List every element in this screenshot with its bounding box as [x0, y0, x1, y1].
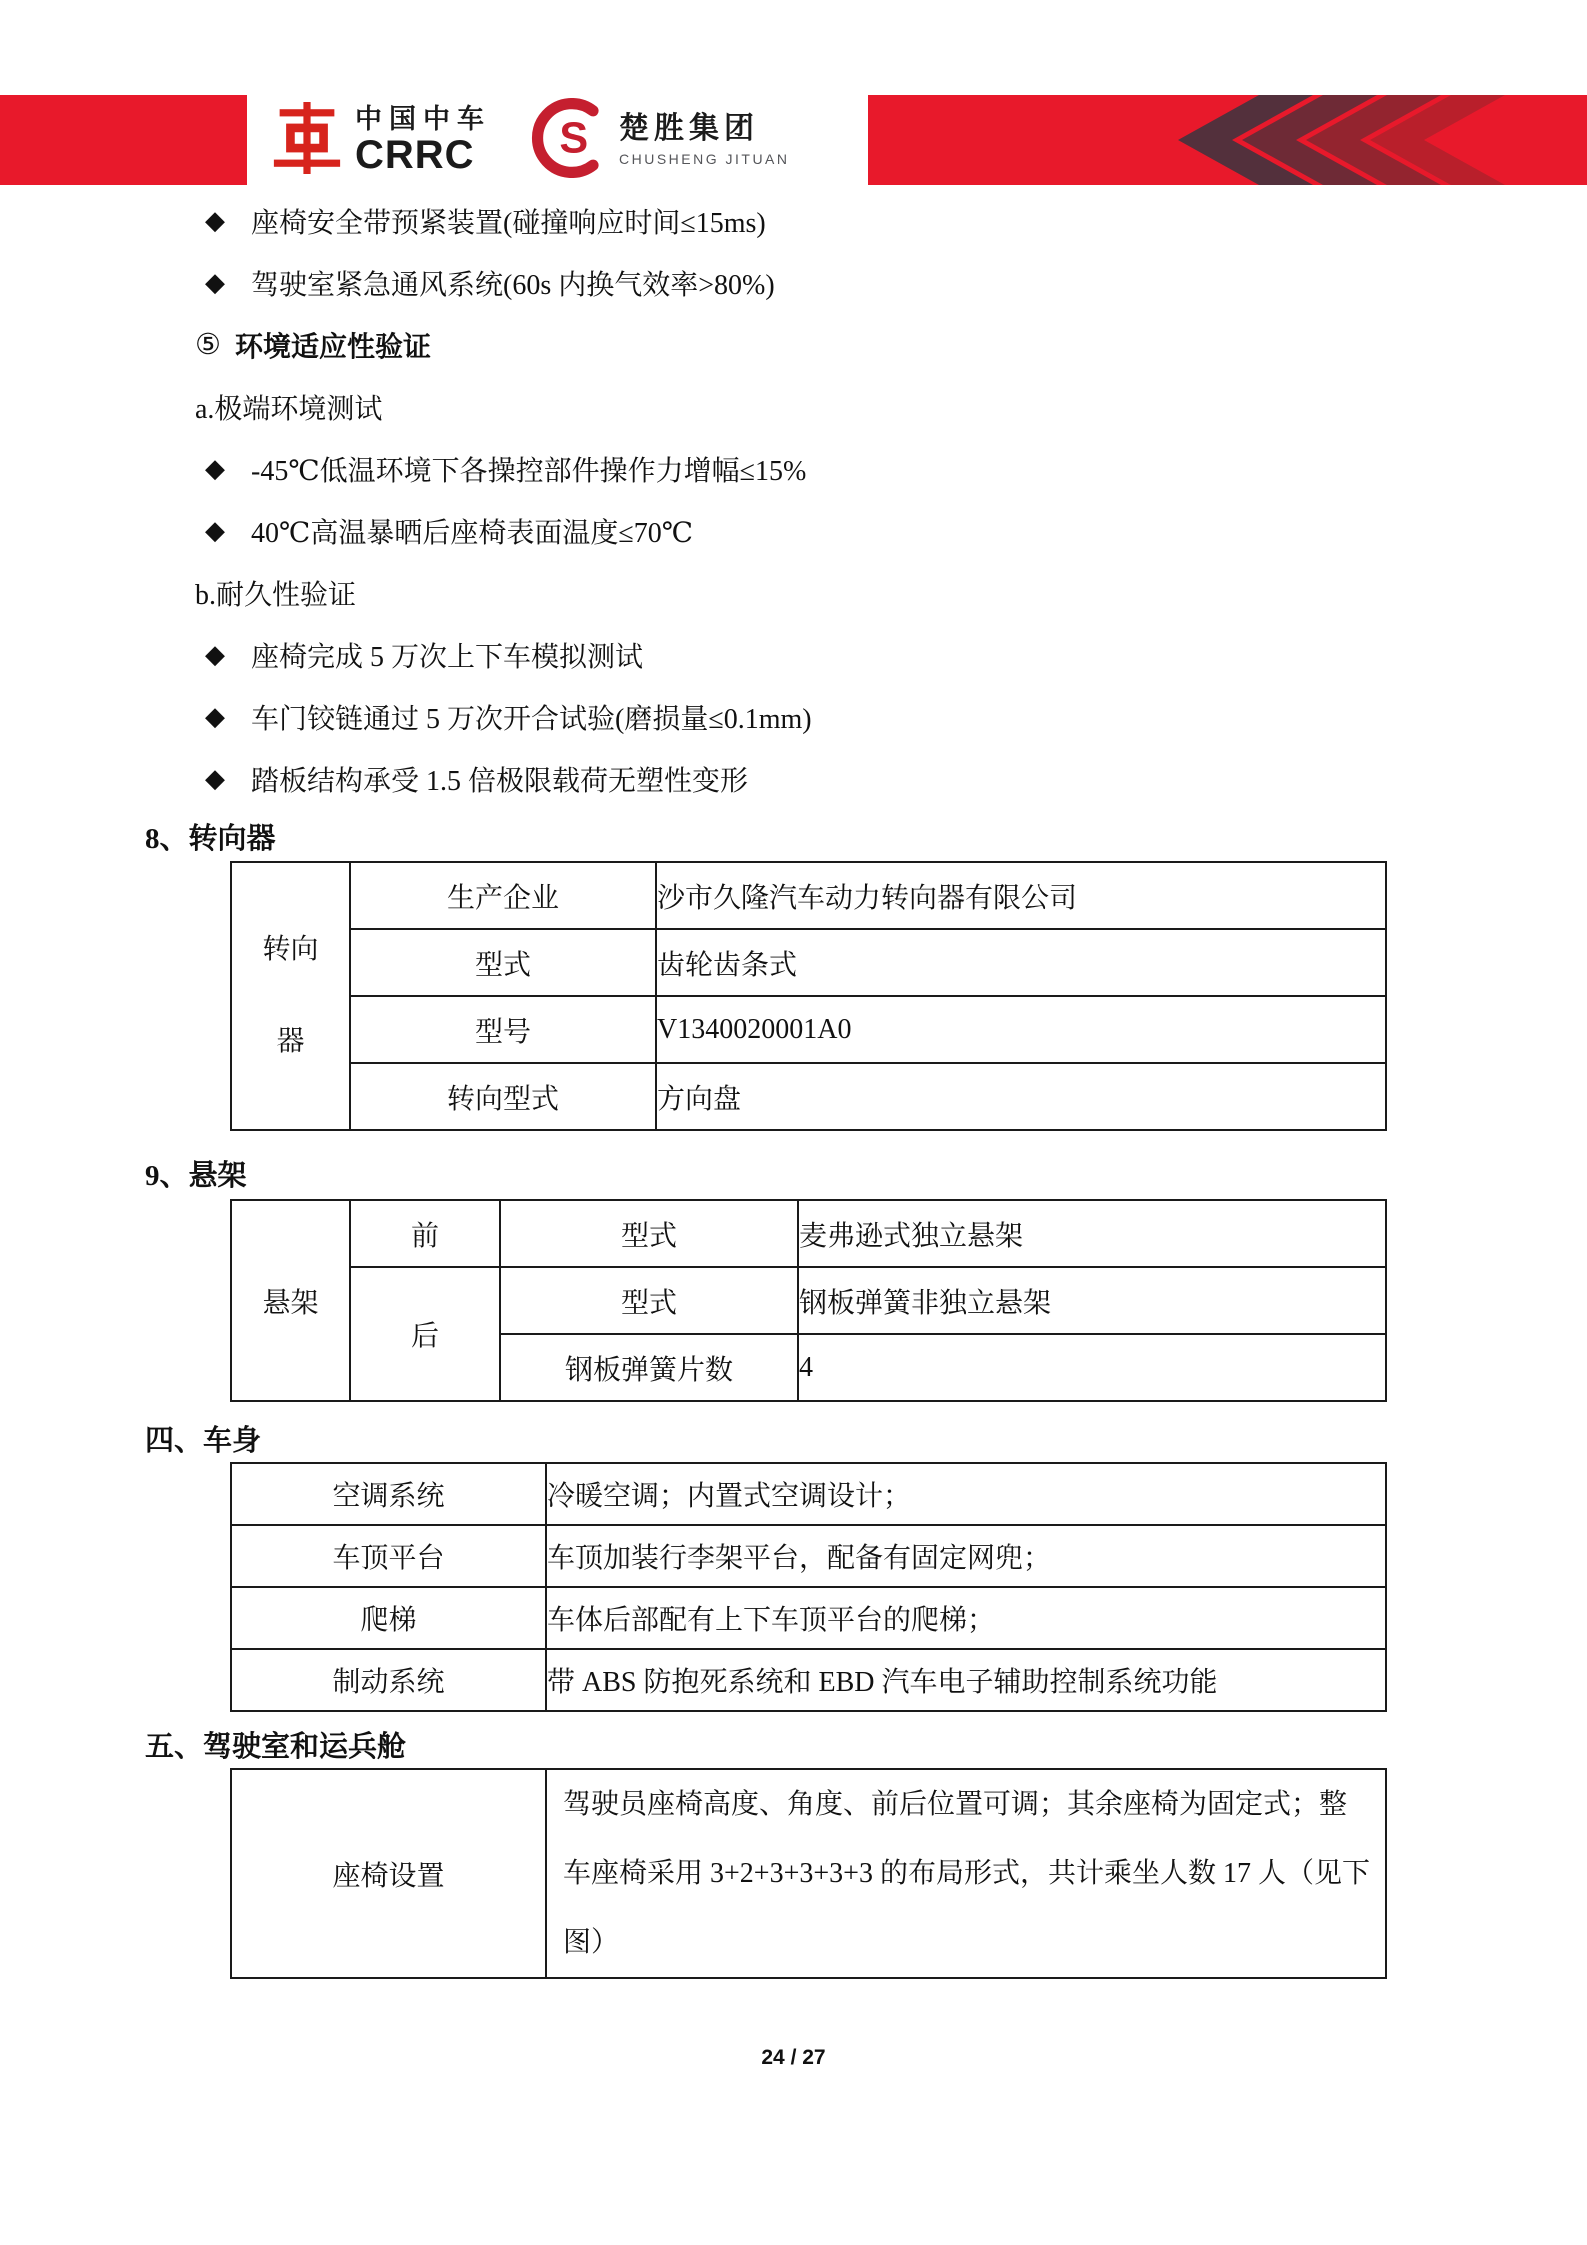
table-row [231, 862, 1386, 929]
value-cell: 冷暖空调；内置式空调设计； [546, 1463, 1386, 1525]
value-cell: 齿轮齿条式 [656, 929, 1386, 996]
list-item [0, 190, 1587, 252]
diamond-bullet-icon: ◆ [205, 516, 225, 545]
list-item [0, 500, 1587, 562]
value-cell: 驾驶员座椅高度、角度、前后位置可调；其余座椅为固定式；整车座椅采用 3+2+3+3+3+3 的布局形式，共计乘坐人数 17 人（见下图） [546, 1769, 1386, 1978]
table-row [231, 996, 1386, 1063]
label-cell: 爬梯 [231, 1587, 546, 1649]
label-cell: 车顶平台 [231, 1525, 546, 1587]
list-item-text: 40℃高温暴晒后座椅表面温度≤70℃ [251, 518, 694, 549]
list-item-text: 座椅完成 5 万次上下车模拟测试 [251, 642, 644, 673]
value-cell: 车顶加装行李架平台，配备有固定网兜； [546, 1525, 1386, 1587]
table-row [231, 929, 1386, 996]
chusheng-logo-group [529, 98, 790, 183]
crrc-logo-text [355, 103, 491, 177]
group-cell: 悬架 [231, 1200, 350, 1401]
section-heading-cabin: 五、驾驶室和运兵舱 [145, 1730, 407, 1763]
list-item-text: 驾驶室紧急通风系统(60s 内换气效率>80%) [251, 270, 775, 301]
crrc-logo-icon [271, 102, 343, 179]
label-cell: 型号 [350, 996, 656, 1063]
diamond-bullet-icon: ◆ [205, 702, 225, 731]
list-item-text: 踏板结构承受 1.5 倍极限载荷无塑性变形 [251, 766, 749, 797]
list-item-text: 座椅安全带预紧装置(碰撞响应时间≤15ms) [251, 208, 766, 239]
list-item-text: a.极端环境测试 [195, 394, 383, 425]
label-cell: 制动系统 [231, 1649, 546, 1711]
group-cell [231, 862, 350, 1130]
table-row [231, 1200, 1386, 1267]
chusheng-en-label: CHUSHENG JITUAN [619, 151, 790, 167]
list-item [0, 624, 1587, 686]
suspension-table [230, 1199, 1387, 1402]
group-label: 转向器 [262, 934, 319, 1057]
label-cell: 型式 [500, 1267, 798, 1334]
position-cell: 后 [350, 1267, 500, 1401]
table-row [231, 1587, 1386, 1649]
table-row [231, 1063, 1386, 1130]
header-red-band [0, 95, 1587, 185]
section-heading-steering: 8、转向器 [145, 822, 276, 855]
chusheng-logo-icon [529, 98, 609, 183]
label-cell: 转向型式 [350, 1063, 656, 1130]
circled-number-marker: ⑤ [195, 328, 221, 361]
label-cell: 型式 [350, 929, 656, 996]
body-table [230, 1462, 1387, 1712]
list-item [0, 252, 1587, 314]
table-row [231, 1525, 1386, 1587]
label-cell: 生产企业 [350, 862, 656, 929]
list-item-numbered [0, 314, 1587, 376]
list-item-text: -45℃低温环境下各操控部件操作力增幅≤15% [251, 456, 807, 487]
section-heading-body: 四、车身 [145, 1424, 262, 1457]
diamond-bullet-icon: ◆ [205, 764, 225, 793]
header-logo-plate [247, 95, 868, 185]
cabin-table [230, 1768, 1387, 1979]
label-cell: 型式 [500, 1200, 798, 1267]
section-heading-suspension: 9、悬架 [145, 1159, 247, 1192]
svg-text:S: S [559, 113, 589, 162]
list-item [0, 748, 1587, 810]
value-cell: 车体后部配有上下车顶平台的爬梯； [546, 1587, 1386, 1649]
table-row [231, 1267, 1386, 1334]
value-cell: 4 [798, 1334, 1386, 1401]
crrc-cn-label: 中国中车 [355, 103, 491, 134]
table-row [231, 1463, 1386, 1525]
list-item-text: b.耐久性验证 [195, 580, 357, 611]
list-item [0, 562, 1587, 624]
list-item-text: 环境适应性验证 [235, 332, 432, 363]
table-row [231, 1769, 1386, 1978]
chusheng-logo-text [619, 114, 790, 166]
label-cell: 钢板弹簧片数 [500, 1334, 798, 1401]
value-cell: 沙市久隆汽车动力转向器有限公司 [656, 862, 1386, 929]
value-cell: 方向盘 [656, 1063, 1386, 1130]
value-cell: 麦弗逊式独立悬架 [798, 1200, 1386, 1267]
diamond-bullet-icon: ◆ [205, 268, 225, 297]
document-content [0, 190, 1587, 1979]
diamond-bullet-icon: ◆ [205, 454, 225, 483]
steering-table [230, 861, 1387, 1131]
list-item [0, 376, 1587, 438]
list-item-text: 车门铰链通过 5 万次开合试验(磨损量≤0.1mm) [251, 704, 812, 735]
label-cell: 座椅设置 [231, 1769, 546, 1978]
position-cell: 前 [350, 1200, 500, 1267]
diamond-bullet-icon: ◆ [205, 206, 225, 235]
label-cell: 空调系统 [231, 1463, 546, 1525]
value-cell: 钢板弹簧非独立悬架 [798, 1267, 1386, 1334]
crrc-en-label: CRRC [355, 132, 475, 177]
diamond-bullet-icon: ◆ [205, 640, 225, 669]
page-number: 24 / 27 [761, 2046, 826, 2069]
value-cell: 带 ABS 防抱死系统和 EBD 汽车电子辅助控制系统功能 [546, 1649, 1386, 1711]
chusheng-cn-label: 楚胜集团 [619, 112, 759, 145]
table-row [231, 1649, 1386, 1711]
list-item [0, 686, 1587, 748]
value-cell: V1340020001A0 [656, 996, 1386, 1063]
list-item [0, 438, 1587, 500]
